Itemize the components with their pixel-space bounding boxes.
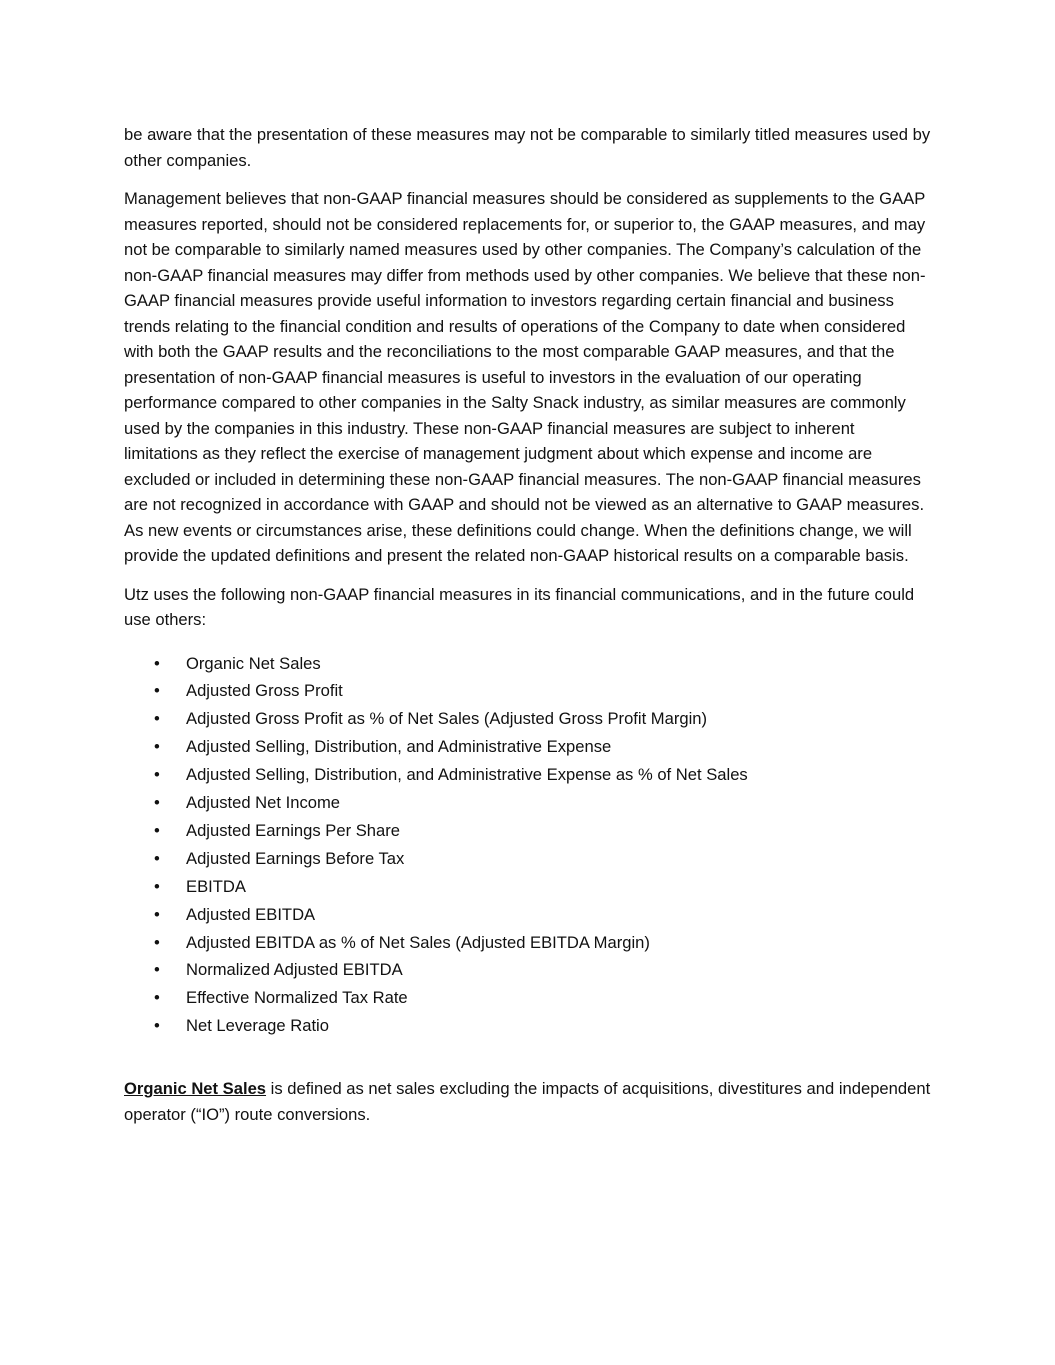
list-item-label: Organic Net Sales	[186, 653, 321, 673]
list-item-label: Adjusted Earnings Before Tax	[186, 848, 405, 868]
bullet-icon: •	[154, 681, 160, 701]
list-item-label: Adjusted Selling, Distribution, and Administrative Expense as % of Net Sales	[186, 765, 748, 785]
list-item	[124, 929, 931, 957]
list-item	[124, 1012, 931, 1040]
organic-net-sales-definition-text: is defined as net sales excluding the impacts of acquisitions, divestitures and independent operator (“IO”) route conversions.	[124, 1079, 931, 1124]
list-item	[124, 845, 931, 873]
list-item-label: Adjusted Net Income	[186, 793, 341, 813]
list-item-label: EBITDA	[186, 876, 246, 896]
list-item-label: Normalized Adjusted EBITDA	[186, 960, 403, 980]
list-item	[124, 984, 931, 1012]
organic-net-sales-term: Organic Net Sales	[124, 1079, 267, 1099]
list-item-label: Adjusted Selling, Distribution, and Administrative Expense	[186, 737, 612, 757]
list-item	[124, 761, 931, 789]
bullet-icon: •	[154, 653, 160, 673]
list-item-label: Effective Normalized Tax Rate	[186, 988, 408, 1008]
list-item-label: Adjusted Gross Profit	[186, 681, 343, 701]
bullet-icon: •	[154, 709, 160, 729]
bullet-icon: •	[154, 876, 160, 896]
bullet-icon: •	[154, 932, 160, 952]
bullet-icon: •	[154, 737, 160, 757]
bullet-icon: •	[154, 820, 160, 840]
list-item	[124, 956, 931, 984]
bullet-icon: •	[154, 765, 160, 785]
bullet-icon: •	[154, 904, 160, 924]
management-paragraph: Management believes that non-GAAP financial measures should be considered as supplements to the GAAP measures reported, should not be considered replacements for, or superior to, the GAAP measures, and may not be comparable to similarly named measures used by other companies. The Company’s calculation of the non-GAAP financial measures may differ from methods used by other companies. We believe that these non-GAAP financial measures provide useful information to investors regarding certain financial and business trends relating to the financial condition and results of operations of the Company to date when considered with both the GAAP results and the reconciliations to the most comparable GAAP measures, and that the presentation of non-GAAP financial measures is useful to investors in the evaluation of our operating performance compared to other companies in the Salty Snack industry, as similar measures are commonly used by the companies in this industry. These non-GAAP financial measures are subject to inherent limitations as they reflect the exercise of management judgment about which expense and income are excluded or included in determining these non-GAAP financial measures. The non-GAAP financial measures are not recognized in accordance with GAAP and should not be viewed as an alternative to GAAP measures. As new events or circumstances arise, these definitions could change. When the definitions change, we will provide the updated definitions and present the related non-GAAP historical results on a comparable basis.	[124, 189, 926, 565]
list-item-label: Adjusted EBITDA	[186, 904, 316, 924]
list-item	[124, 873, 931, 901]
list-item	[124, 901, 931, 929]
intro-paragraph: be aware that the presentation of these measures may not be comparable to similarly titled measures used by other companies.	[124, 125, 931, 170]
non-gaap-measures-list	[124, 650, 931, 1041]
bullet-icon: •	[154, 848, 160, 868]
bullet-icon: •	[154, 1016, 160, 1036]
list-item	[124, 677, 931, 705]
list-item	[124, 817, 931, 845]
list-item	[124, 705, 931, 733]
bullet-icon: •	[154, 793, 160, 813]
list-item	[124, 733, 931, 761]
organic-net-sales-definition	[124, 1076, 931, 1127]
list-item-label: Adjusted Earnings Per Share	[186, 820, 401, 840]
bullet-icon: •	[154, 960, 160, 980]
list-item	[124, 789, 931, 817]
list-item	[124, 650, 931, 678]
list-item-label: Net Leverage Ratio	[186, 1016, 329, 1036]
bullet-icon: •	[154, 988, 160, 1008]
utz-measures-intro-paragraph: Utz uses the following non-GAAP financial measures in its financial communications, and in the future could use others:	[124, 584, 915, 629]
list-item-label: Adjusted EBITDA as % of Net Sales (Adjusted EBITDA Margin)	[186, 932, 650, 952]
list-item-label: Adjusted Gross Profit as % of Net Sales (Adjusted Gross Profit Margin)	[186, 709, 708, 729]
